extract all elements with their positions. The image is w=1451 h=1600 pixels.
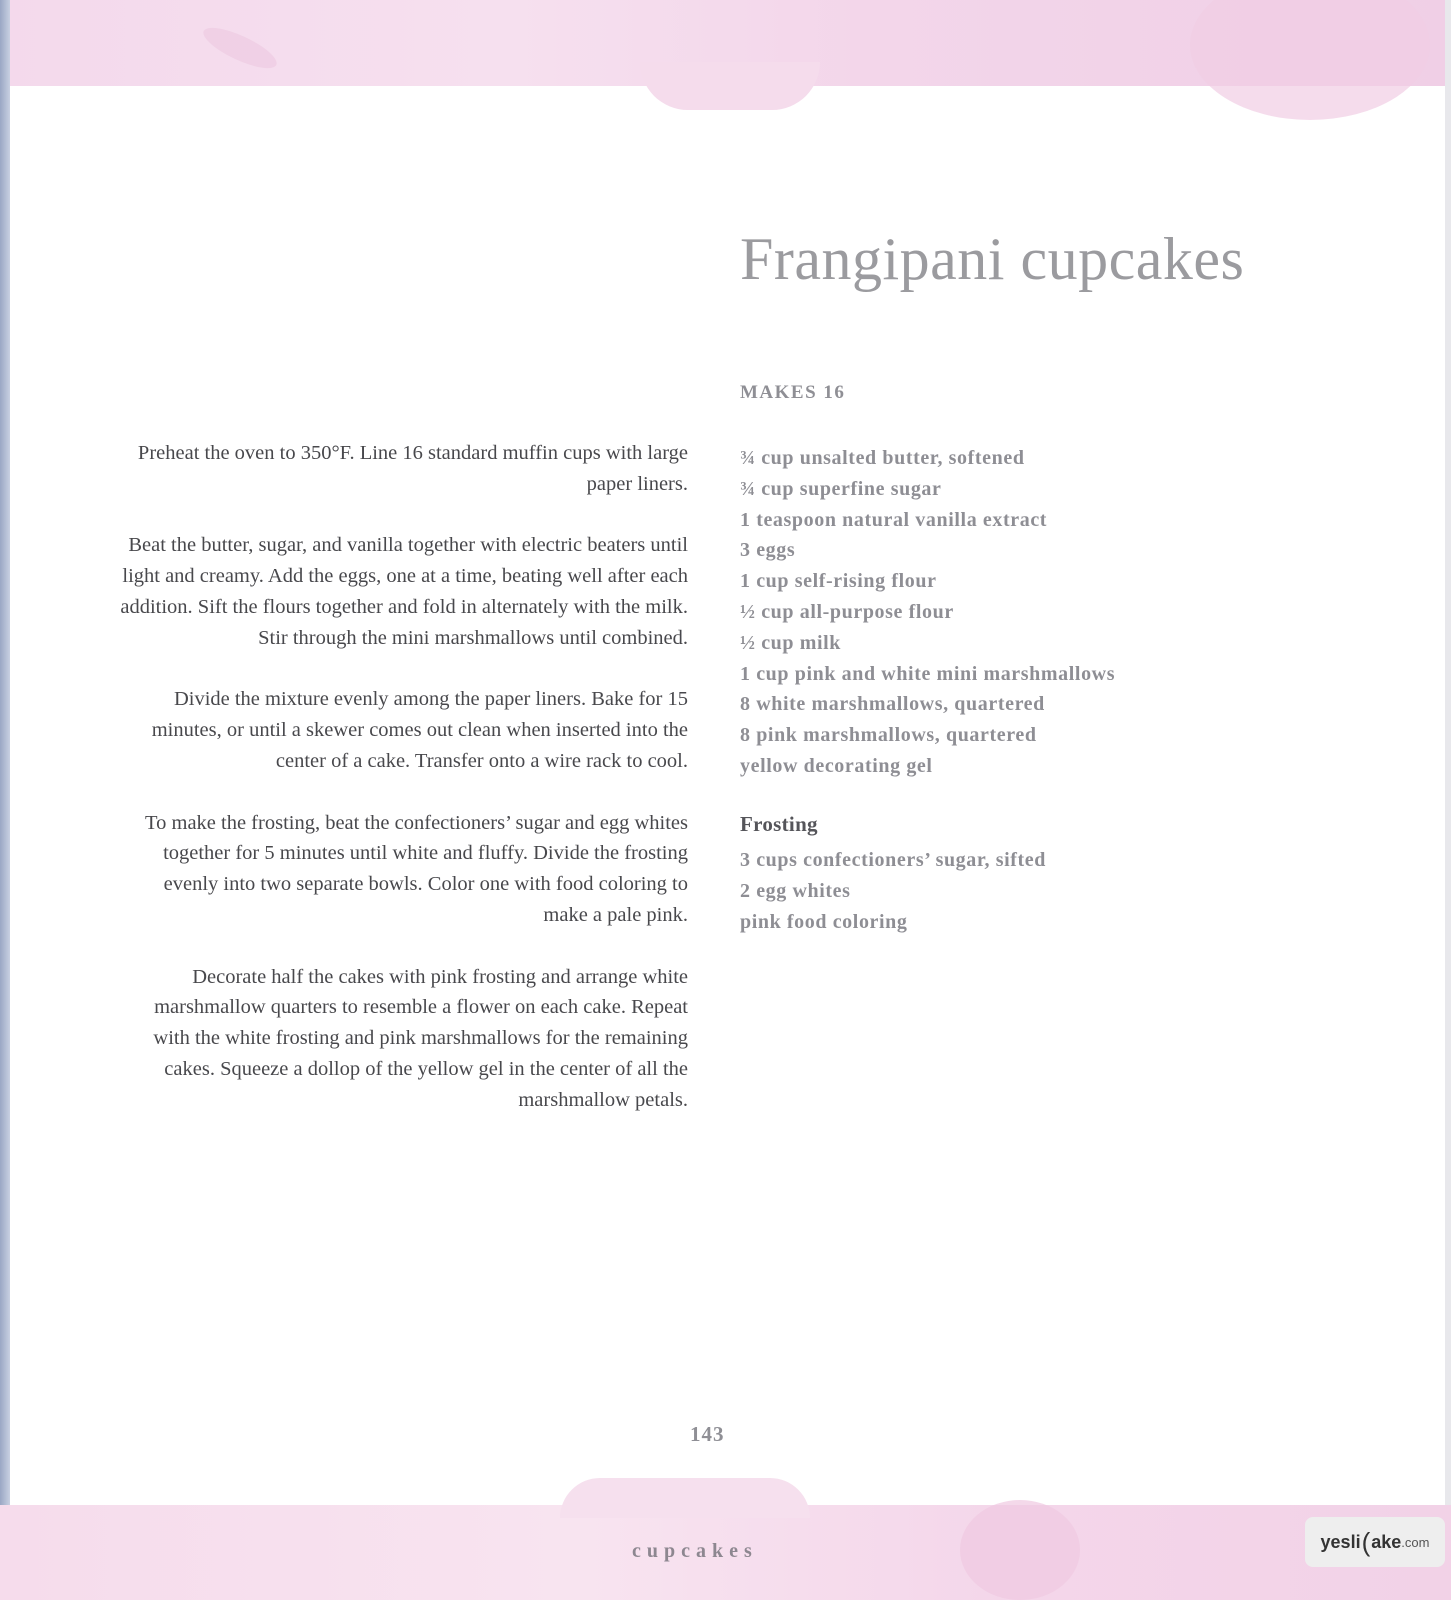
page-edge xyxy=(1445,0,1451,1600)
frosting-ingredient-item: 2 egg whites xyxy=(740,879,851,902)
page-number: 143 xyxy=(690,1422,725,1446)
book-spine-shadow xyxy=(0,0,10,1600)
ingredient-item: yellow decorating gel xyxy=(740,754,933,777)
watermark-logo xyxy=(1305,1517,1445,1567)
ingredient-item: 3 eggs xyxy=(740,539,796,562)
watermark-brand-2: ake xyxy=(1371,1531,1402,1552)
method-step: Beat the butter, sugar, and vanilla together with electric beaters until light and creamy. Add the eggs, one at a time, beating well after each addition. Sift the flours together and fold in alternately with the milk. Stir through the mini marshmallows until combined. xyxy=(120,534,688,649)
ingredient-item: 1 cup self-rising flour xyxy=(740,570,937,593)
frosting-ingredient-list xyxy=(740,845,1046,937)
ingredient-item: ½ cup milk xyxy=(740,631,842,654)
flower-ornament-bottom xyxy=(960,1500,1080,1600)
ingredient-item: 1 cup pink and white mini marshmallows xyxy=(740,662,1116,685)
watermark-suffix: .com xyxy=(1401,1534,1430,1550)
ingredient-item: 8 white marshmallows, quartered xyxy=(740,693,1045,716)
yield-label: MAKES 16 xyxy=(740,382,846,403)
method-text xyxy=(120,438,688,1146)
ingredient-item: 1 teaspoon natural vanilla extract xyxy=(740,508,1048,531)
method-step: To make the frosting, beat the confectioners’ sugar and egg whites together for 5 minutes until white and fluffy. Divide the frosting evenly into two separate bowls. Color one with food coloring to make a pale pink. xyxy=(145,811,688,926)
flower-ornament-top-right xyxy=(1190,0,1430,120)
method-step: Divide the mixture evenly among the paper liners. Bake for 15 minutes, or until a skewer comes out clean when inserted into the center of a cake. Transfer onto a wire rack to cool. xyxy=(151,688,688,772)
method-step: Decorate half the cakes with pink frosting and arrange white marshmallow quarters to resemble a flower on each cake. Repeat with the white frosting and pink marshmallows for the remaining cakes. Squeeze a dollop of the yellow gel in the center of all the marshmallow petals. xyxy=(153,965,688,1111)
section-footer-label: cupcakes xyxy=(632,1540,758,1562)
method-step: Preheat the oven to 350°F. Line 16 standard muffin cups with large paper liners. xyxy=(137,442,688,495)
frosting-heading: Frosting xyxy=(740,812,818,836)
cake-c-icon: ( xyxy=(1361,1526,1371,1557)
ingredient-item: ½ cup all-purpose flour xyxy=(740,600,954,623)
scroll-ornament-top xyxy=(640,62,820,110)
recipe-title: Frangipani cupcakes xyxy=(740,226,1245,292)
ingredient-list xyxy=(740,443,1115,782)
ingredient-item: 8 pink marshmallows, quartered xyxy=(740,724,1037,747)
frosting-ingredient-item: 3 cups confectioners’ sugar, sifted xyxy=(740,849,1046,871)
ingredient-item: ¾ cup unsalted butter, softened xyxy=(740,447,1025,469)
watermark-brand: yesli xyxy=(1320,1531,1361,1552)
ingredient-item: ¾ cup superfine sugar xyxy=(740,477,942,500)
scroll-ornament-bottom xyxy=(560,1478,810,1518)
frosting-ingredient-item: pink food coloring xyxy=(740,910,908,933)
